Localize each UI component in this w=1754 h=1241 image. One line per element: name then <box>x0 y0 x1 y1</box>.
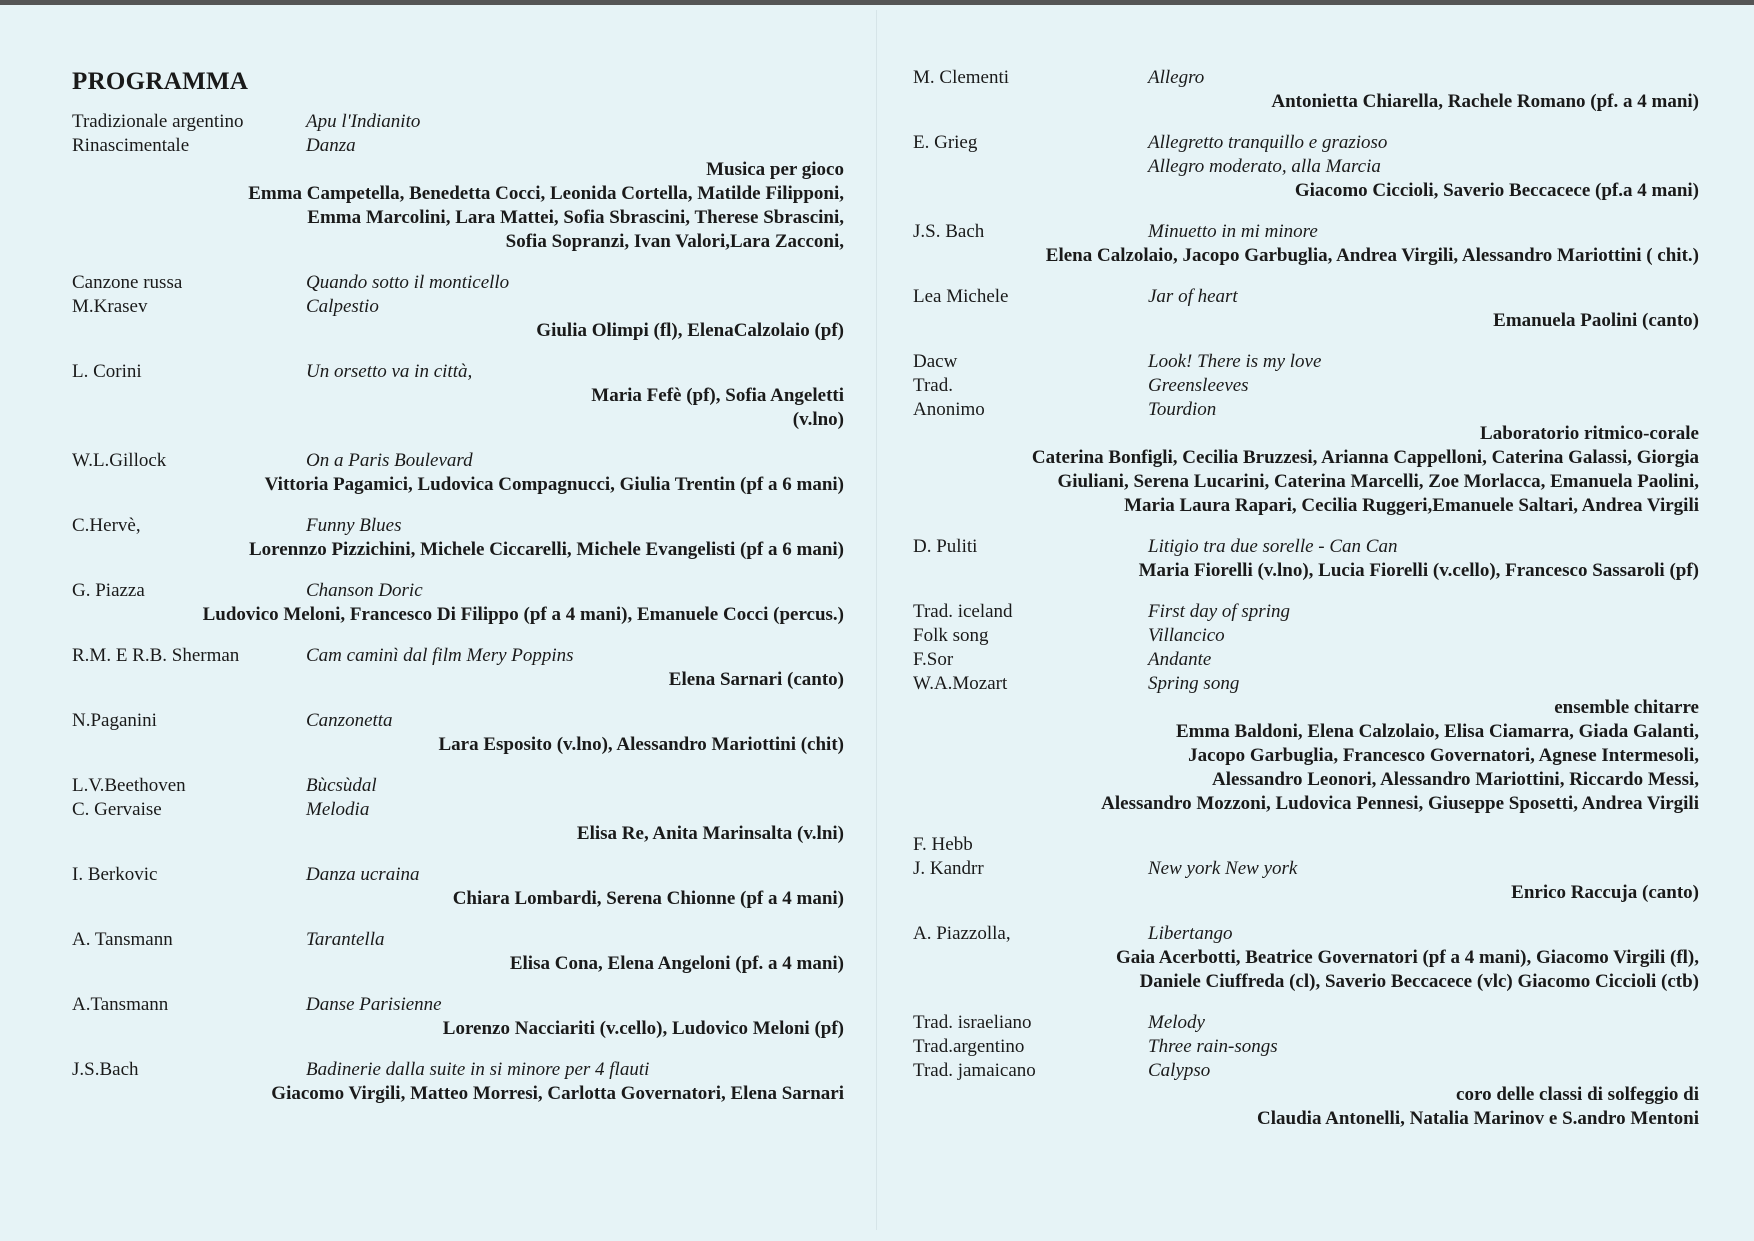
performers-line: (v.lno) <box>792 409 844 430</box>
performers-line: Daniele Ciuffreda (cl), Saverio Beccacece (vlc) Giacomo Ciccioli (ctb) <box>1139 971 1699 992</box>
piece-title: Melodia <box>306 799 370 820</box>
piece-row <box>72 863 844 887</box>
composer: Trad.argentino <box>913 1036 1025 1057</box>
performers-line: Alessandro Leonori, Alessandro Mariottini, Riccardo Messi, <box>1212 769 1699 790</box>
piece-title: Litigio tra due sorelle - Can Can <box>1148 536 1398 557</box>
performers-line: Elena Sarnari (canto) <box>668 669 844 690</box>
composer: Anonimo <box>913 399 985 420</box>
piece-row <box>913 350 1699 374</box>
left-programme-list <box>72 110 844 1106</box>
programme-item <box>72 360 844 432</box>
performers-line: Emanuela Paolini (canto) <box>1493 310 1699 331</box>
composer: C. Gervaise <box>72 799 162 820</box>
programme-item <box>913 1011 1699 1131</box>
composer: Dacw <box>913 351 958 372</box>
programme-item <box>913 220 1699 268</box>
piece-title: Calpestio <box>306 296 379 317</box>
composer: A. Tansmann <box>72 929 173 950</box>
piece-title: Look! There is my love <box>1148 351 1322 372</box>
composer: E. Grieg <box>913 132 978 153</box>
piece-title: Allegretto tranquillo e grazioso <box>1148 132 1388 153</box>
piece-row <box>72 993 844 1017</box>
composer: J.S.Bach <box>72 1059 139 1080</box>
performers-line: Laboratorio ritmico-corale <box>1480 423 1699 444</box>
piece-row <box>913 285 1699 309</box>
performers-line: Alessandro Mozzoni, Ludovica Pennesi, Giuseppe Sposetti, Andrea Virgili <box>1101 793 1699 814</box>
programme-item <box>913 600 1699 816</box>
performers-line: Chiara Lombardi, Serena Chionne (pf a 4 mani) <box>452 888 844 909</box>
piece-row <box>72 360 844 384</box>
composer: C.Hervè, <box>72 515 141 536</box>
piece-title: On a Paris Boulevard <box>306 450 473 471</box>
piece-title: Andante <box>1148 649 1212 670</box>
programme-item <box>72 863 844 911</box>
piece-title: Jar of heart <box>1148 286 1238 307</box>
composer: F.Sor <box>913 649 954 670</box>
composer: L.V.Beethoven <box>72 775 186 796</box>
piece-row <box>913 155 1699 179</box>
composer: L. Corini <box>72 361 142 382</box>
piece-title: Apu l'Indianito <box>306 111 421 132</box>
programme-item <box>72 644 844 692</box>
piece-title: Greensleeves <box>1148 375 1249 396</box>
performers-line: ensemble chitarre <box>1554 697 1699 718</box>
programme-item <box>72 271 844 343</box>
programme-item <box>72 774 844 846</box>
piece-title: Canzonetta <box>306 710 393 731</box>
piece-row <box>913 600 1699 624</box>
piece-row <box>913 374 1699 398</box>
composer: Trad. <box>913 375 953 396</box>
composer: A. Piazzolla, <box>913 923 1011 944</box>
piece-title: Spring song <box>1148 673 1240 694</box>
performers-line: Giacomo Virgili, Matteo Morresi, Carlotta Governatori, Elena Sarnari <box>271 1083 844 1104</box>
composer: I. Berkovic <box>72 864 158 885</box>
piece-row <box>72 514 844 538</box>
piece-title: Melody <box>1148 1012 1205 1033</box>
piece-row <box>913 1059 1699 1083</box>
performers-line: Sofia Sopranzi, Ivan Valori,Lara Zacconi, <box>505 231 844 252</box>
composer: J. Kandrr <box>913 858 984 879</box>
composer: Canzone russa <box>72 272 183 293</box>
piece-title: Libertango <box>1148 923 1233 944</box>
performers-line: Maria Laura Rapari, Cecilia Ruggeri,Emanuele Saltari, Andrea Virgili <box>1124 495 1699 516</box>
piece-title: Un orsetto va in città, <box>306 361 473 382</box>
programme-item <box>913 922 1699 994</box>
piece-title: Danza ucraina <box>306 864 420 885</box>
composer: Rinascimentale <box>72 135 190 156</box>
composer: F. Hebb <box>913 834 973 855</box>
piece-row <box>72 271 844 295</box>
programme-item <box>72 514 844 562</box>
piece-row <box>913 648 1699 672</box>
programme-item <box>72 1058 844 1106</box>
performers-line: Vittoria Pagamici, Ludovica Compagnucci, Giulia Trentin (pf a 6 mani) <box>264 474 844 495</box>
composer: G. Piazza <box>72 580 145 601</box>
performers-line: Antonietta Chiarella, Rachele Romano (pf. a 4 mani) <box>1271 91 1699 112</box>
performers-line: Caterina Bonfigli, Cecilia Bruzzesi, Arianna Cappelloni, Caterina Galassi, Giorgia <box>1031 447 1699 468</box>
right-page <box>913 0 1699 1241</box>
right-programme-list <box>913 66 1699 1131</box>
performers-line: Lorennzo Pizzichini, Michele Ciccarelli, Michele Evangelisti (pf a 6 mani) <box>248 539 844 560</box>
performers-line: Emma Marcolini, Lara Mattei, Sofia Sbrascini, Therese Sbrascini, <box>307 207 844 228</box>
composer: Trad. israeliano <box>913 1012 1032 1033</box>
piece-row <box>913 220 1699 244</box>
composer: M. Clementi <box>913 67 1010 88</box>
piece-row <box>913 1035 1699 1059</box>
performers-line: Musica per gioco <box>706 159 844 180</box>
piece-row <box>913 922 1699 946</box>
piece-title: First day of spring <box>1148 601 1290 622</box>
performers-line: Maria Fefè (pf), Sofia Angeletti <box>591 385 844 406</box>
performers-line: Lorenzo Nacciariti (v.cello), Ludovico Meloni (pf) <box>442 1018 844 1039</box>
piece-row <box>72 709 844 733</box>
piece-row <box>913 857 1699 881</box>
performers-line: coro delle classi di solfeggio di <box>1456 1084 1699 1105</box>
performers-line: Ludovico Meloni, Francesco Di Filippo (pf a 4 mani), Emanuele Cocci (percus.) <box>202 604 844 625</box>
performers-line: Giacomo Ciccioli, Saverio Beccacece (pf.a 4 mani) <box>1294 180 1699 201</box>
performers-line: Giulia Olimpi (fl), ElenaCalzolaio (pf) <box>536 320 844 341</box>
programme-item <box>913 285 1699 333</box>
composer: A.Tansmann <box>72 994 169 1015</box>
composer: R.M. E R.B. Sherman <box>72 645 240 666</box>
composer: D. Puliti <box>913 536 978 557</box>
piece-title: Villancico <box>1148 625 1225 646</box>
page-fold <box>876 10 877 1230</box>
piece-title: Minuetto in mi minore <box>1148 221 1318 242</box>
programme-item <box>913 833 1699 905</box>
performers-line: Jacopo Garbuglia, Francesco Governatori, Agnese Intermesoli, <box>1188 745 1699 766</box>
piece-title: Danza <box>306 135 356 156</box>
left-page <box>72 0 844 1241</box>
piece-title: Quando sotto il monticello <box>306 272 510 293</box>
piece-title: Tarantella <box>306 929 385 950</box>
composer <box>913 155 1148 179</box>
performers-line: Emma Baldoni, Elena Calzolaio, Elisa Ciamarra, Giada Galanti, <box>1175 721 1699 742</box>
piece-title: Allegro moderato, alla Marcia <box>1148 156 1381 177</box>
piece-row <box>913 398 1699 422</box>
composer: N.Paganini <box>72 710 157 731</box>
composer: M.Krasev <box>72 296 148 317</box>
composer: Trad. jamaicano <box>913 1060 1036 1081</box>
performers-line: Elena Calzolaio, Jacopo Garbuglia, Andrea Virgili, Alessandro Mariottini ( chit.) <box>1045 245 1699 266</box>
piece-title: Calypso <box>1148 1060 1211 1081</box>
performers-line: Maria Fiorelli (v.lno), Lucia Fiorelli (v.cello), Francesco Sassaroli (pf) <box>1138 560 1699 581</box>
composer: W.L.Gillock <box>72 450 167 471</box>
piece-row <box>72 295 844 319</box>
piece-row <box>913 1011 1699 1035</box>
piece-row <box>913 833 1699 857</box>
piece-title: Funny Blues <box>306 515 402 536</box>
piece-row <box>913 624 1699 648</box>
performers-line: Enrico Raccuja (canto) <box>1511 882 1699 903</box>
piece-row <box>72 774 844 798</box>
performers-line: Elisa Cona, Elena Angeloni (pf. a 4 mani) <box>509 953 844 974</box>
piece-row <box>72 644 844 668</box>
piece-row <box>72 134 844 158</box>
piece-row <box>72 1058 844 1082</box>
piece-title: Danse Parisienne <box>306 994 442 1015</box>
performers-line: Giuliani, Serena Lucarini, Caterina Marcelli, Zoe Morlacca, Emanuela Paolini, <box>1057 471 1699 492</box>
piece-title: Badinerie dalla suite in si minore per 4 flauti <box>306 1059 650 1080</box>
programme-item <box>72 449 844 497</box>
composer: W.A.Mozart <box>913 673 1008 694</box>
performers-line: Elisa Re, Anita Marinsalta (v.lni) <box>576 823 844 844</box>
performers-line: Gaia Acerbotti, Beatrice Governatori (pf a 4 mani), Giacomo Virgili (fl), <box>1115 947 1699 968</box>
piece-title: Cam caminì dal film Mery Poppins <box>306 645 574 666</box>
programme-item <box>72 928 844 976</box>
programme-item <box>913 66 1699 114</box>
piece-title: New york New york <box>1148 858 1298 879</box>
piece-row <box>72 449 844 473</box>
piece-row <box>913 66 1699 90</box>
composer: Lea Michele <box>913 286 1009 307</box>
performers-line: Lara Esposito (v.lno), Alessandro Mariottini (chit) <box>438 734 844 755</box>
piece-row <box>72 928 844 952</box>
piece-title: Chanson Doric <box>306 580 423 601</box>
programme-item <box>913 131 1699 203</box>
piece-title: Tourdion <box>1148 399 1217 420</box>
piece-title: Allegro <box>1148 67 1205 88</box>
piece-title: Bùcsùdal <box>306 775 377 796</box>
programme-title: PROGRAMMA <box>72 68 249 95</box>
piece-row <box>72 579 844 603</box>
programme-item <box>913 535 1699 583</box>
programme-item <box>72 709 844 757</box>
piece-title: Three rain-songs <box>1148 1036 1278 1057</box>
piece-row <box>913 672 1699 696</box>
performers-line: Emma Campetella, Benedetta Cocci, Leonida Cortella, Matilde Filipponi, <box>248 183 844 204</box>
piece-row <box>913 131 1699 155</box>
piece-row <box>913 535 1699 559</box>
composer: Folk song <box>913 625 989 646</box>
performers-line: Claudia Antonelli, Natalia Marinov e S.andro Mentoni <box>1257 1108 1699 1129</box>
programme-item <box>913 350 1699 518</box>
programme-item <box>72 993 844 1041</box>
composer: J.S. Bach <box>913 221 985 242</box>
piece-row <box>72 110 844 134</box>
programme-item <box>72 579 844 627</box>
composer: Trad. iceland <box>913 601 1013 622</box>
programme-item <box>72 110 844 254</box>
composer: Tradizionale argentino <box>72 111 244 132</box>
piece-row <box>72 798 844 822</box>
